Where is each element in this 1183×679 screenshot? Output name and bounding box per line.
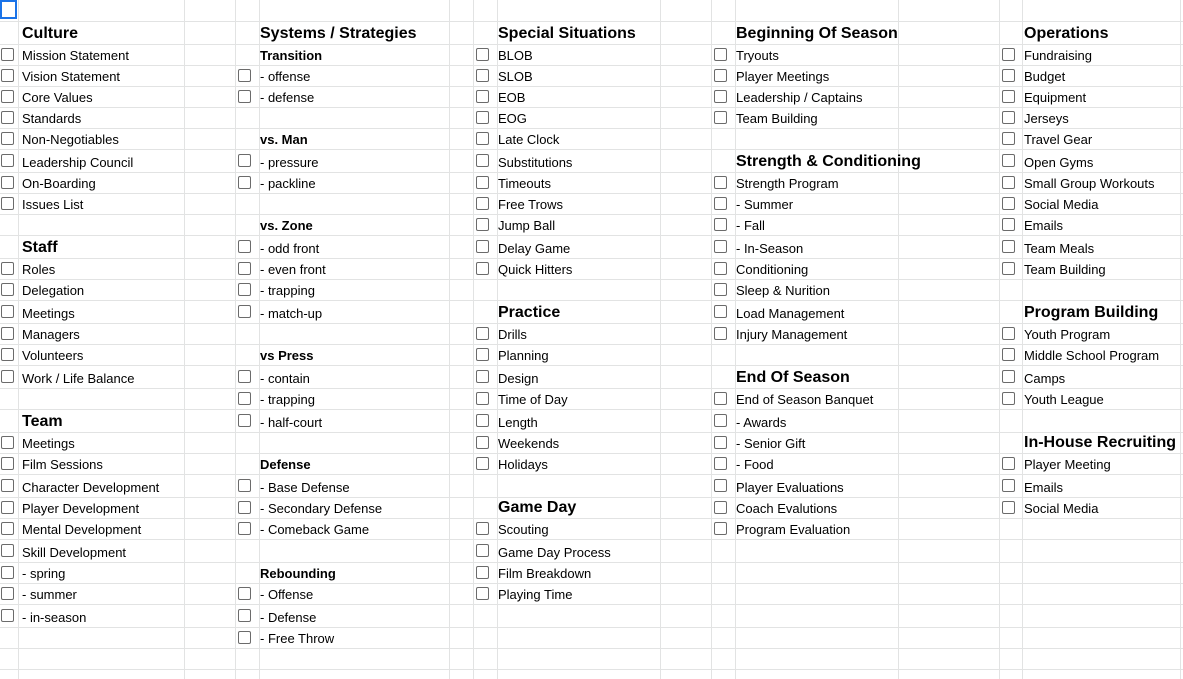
grid-row-line xyxy=(0,65,1183,66)
grid-row-line xyxy=(0,214,1183,215)
checklist-item-label: Meetings xyxy=(22,436,75,451)
grid-row-line xyxy=(0,300,1183,301)
checklist-item-label: Player Development xyxy=(22,501,140,516)
checklist-item-label: Issues List xyxy=(22,197,84,212)
checkbox[interactable] xyxy=(238,631,251,644)
subsection-label: Defense xyxy=(260,457,311,472)
checklist-item-label: - Defense xyxy=(260,610,317,625)
grid-row-line xyxy=(0,388,1183,389)
checkbox[interactable] xyxy=(476,392,489,405)
checklist-item-label: Middle School Program xyxy=(1024,348,1160,363)
checklist-item-label: - even front xyxy=(260,262,326,277)
checklist-item-label: Tryouts xyxy=(736,48,779,63)
checklist-item-label: Film Breakdown xyxy=(498,566,592,581)
grid-column-line xyxy=(449,0,450,679)
subsection-label: vs Press xyxy=(260,348,314,363)
grid-row-line xyxy=(0,44,1183,45)
grid-column-line xyxy=(184,0,185,679)
grid-row-line xyxy=(0,409,1183,410)
checkbox[interactable] xyxy=(1,501,14,514)
checkbox[interactable] xyxy=(238,176,251,189)
checklist-item-label: - trapping xyxy=(260,392,315,407)
grid-row-line xyxy=(0,21,1183,22)
section-header: Culture xyxy=(22,25,78,42)
grid-column-line xyxy=(473,0,474,679)
checklist-item-label: Load Management xyxy=(736,306,845,321)
checkbox[interactable] xyxy=(238,370,251,383)
checkbox[interactable] xyxy=(1,48,14,61)
checkbox[interactable] xyxy=(714,457,727,470)
checklist-item-label: Equipment xyxy=(1024,90,1087,105)
checkbox[interactable] xyxy=(1002,392,1015,405)
checkbox[interactable] xyxy=(714,436,727,449)
checklist-item-label: - contain xyxy=(260,371,310,386)
checkbox[interactable] xyxy=(1,587,14,600)
checkbox[interactable] xyxy=(476,48,489,61)
checklist-item-label: Mental Development xyxy=(22,522,142,537)
checklist-item-label: - Summer xyxy=(736,197,794,212)
checklist-item-label: Delegation xyxy=(22,283,85,298)
grid-row-line xyxy=(0,497,1183,498)
section-header: Game Day xyxy=(498,499,577,516)
checklist-item-label: Mission Statement xyxy=(22,48,129,63)
checklist-item-label: Leadership Council xyxy=(22,155,134,170)
checkbox[interactable] xyxy=(238,414,251,427)
checkbox[interactable] xyxy=(714,479,727,492)
checklist-item-label: Vision Statement xyxy=(22,69,121,84)
checklist-item-label: Team Building xyxy=(1024,262,1106,277)
section-header: Special Situations xyxy=(498,25,636,42)
checklist-item-label: BLOB xyxy=(498,48,533,63)
section-header: Operations xyxy=(1024,25,1109,42)
checklist-item-label: SLOB xyxy=(498,69,533,84)
checklist-item-label: Small Group Workouts xyxy=(1024,176,1155,191)
checkbox[interactable] xyxy=(1002,111,1015,124)
checkbox[interactable] xyxy=(714,218,727,231)
grid-row-line xyxy=(0,172,1183,173)
checkbox[interactable] xyxy=(476,348,489,361)
checklist-item-label: Team Meals xyxy=(1024,241,1095,256)
checklist-item-label: Team Building xyxy=(736,111,818,126)
section-header: In-House Recruiting xyxy=(1024,434,1177,451)
checklist-item-label: Scouting xyxy=(498,522,549,537)
subsection-label: vs. Man xyxy=(260,132,308,147)
checkbox[interactable] xyxy=(714,392,727,405)
checkbox[interactable] xyxy=(1002,348,1015,361)
grid-row-line xyxy=(0,669,1183,670)
checkbox[interactable] xyxy=(1002,218,1015,231)
checkbox[interactable] xyxy=(476,90,489,103)
grid-row-line xyxy=(0,474,1183,475)
checkbox[interactable] xyxy=(476,566,489,579)
section-header: Systems / Strategies xyxy=(260,25,417,42)
checklist-item-label: Travel Gear xyxy=(1024,132,1093,147)
checklist-item-label: - pressure xyxy=(260,155,319,170)
checklist-item-label: Strength Program xyxy=(736,176,839,191)
checkbox[interactable] xyxy=(238,240,251,253)
grid-column-line xyxy=(660,0,661,679)
checkbox[interactable] xyxy=(1,69,14,82)
checkbox[interactable] xyxy=(476,262,489,275)
checklist-item-label: Sleep & Nurition xyxy=(736,283,830,298)
checklist-item-label: Leadership / Captains xyxy=(736,90,863,105)
grid-row-line xyxy=(0,539,1183,540)
checklist-item-label: Film Sessions xyxy=(22,457,103,472)
checklist-item-label: Jump Ball xyxy=(498,218,556,233)
checkbox[interactable] xyxy=(476,436,489,449)
checklist-item-label: Time of Day xyxy=(498,392,568,407)
checkbox[interactable] xyxy=(476,154,489,167)
checkbox[interactable] xyxy=(1002,197,1015,210)
checkbox[interactable] xyxy=(1002,501,1015,514)
subsection-label: Rebounding xyxy=(260,566,336,581)
checklist-item-label: - offense xyxy=(260,69,311,84)
checklist-item-label: - in-season xyxy=(22,610,87,625)
checklist-item-label: - trapping xyxy=(260,283,315,298)
checkbox[interactable] xyxy=(476,176,489,189)
checkbox[interactable] xyxy=(238,262,251,275)
grid-row-line xyxy=(0,279,1183,280)
checkbox[interactable] xyxy=(1,436,14,449)
checklist-item-label: - match-up xyxy=(260,306,323,321)
grid-row-line xyxy=(0,193,1183,194)
checklist-item-label: Player Evaluations xyxy=(736,480,844,495)
checklist-item-label: - Fall xyxy=(736,218,765,233)
grid-row-line xyxy=(0,323,1183,324)
checkbox[interactable] xyxy=(1002,327,1015,340)
checkbox[interactable] xyxy=(714,327,727,340)
checkbox[interactable] xyxy=(1002,240,1015,253)
grid-row-line xyxy=(0,365,1183,366)
checkbox[interactable] xyxy=(238,154,251,167)
checklist-item-label: - Comeback Game xyxy=(260,522,370,537)
checklist-item-label: Youth Program xyxy=(1024,327,1111,342)
checkbox[interactable] xyxy=(476,218,489,231)
subsection-label: Transition xyxy=(260,48,323,63)
checkbox[interactable] xyxy=(1002,90,1015,103)
checklist-item-label: - In-Season xyxy=(736,241,804,256)
grid-row-line xyxy=(0,149,1183,150)
grid-row-line xyxy=(0,86,1183,87)
checklist-item-label: Weekends xyxy=(498,436,560,451)
checklist-item-label: - defense xyxy=(260,90,315,105)
checkbox[interactable] xyxy=(238,609,251,622)
checkbox[interactable] xyxy=(476,587,489,600)
checkbox[interactable] xyxy=(476,197,489,210)
checklist-item-label: Length xyxy=(498,415,538,430)
section-header: Beginning Of Season xyxy=(736,25,898,42)
checkbox[interactable] xyxy=(1,457,14,470)
checklist-item-label: Design xyxy=(498,371,539,386)
checkbox[interactable] xyxy=(1002,176,1015,189)
checkbox[interactable] xyxy=(476,522,489,535)
checkbox[interactable] xyxy=(714,90,727,103)
checklist-item-label: - Offense xyxy=(260,587,314,602)
checkbox[interactable] xyxy=(1002,48,1015,61)
checklist-item-label: Standards xyxy=(22,111,82,126)
section-header: Team xyxy=(22,413,63,430)
checklist-item-label: Program Evaluation xyxy=(736,522,851,537)
checkbox[interactable] xyxy=(476,132,489,145)
checkbox[interactable] xyxy=(1,566,14,579)
checkbox[interactable] xyxy=(1002,479,1015,492)
checklist-item-label: Emails xyxy=(1024,480,1064,495)
checkbox[interactable] xyxy=(238,305,251,318)
checklist-item-label: Coach Evalutions xyxy=(736,501,838,516)
checkbox[interactable] xyxy=(476,111,489,124)
checklist-item-label: EOG xyxy=(498,111,527,126)
checklist-item-label: Planning xyxy=(498,348,549,363)
checkbox[interactable] xyxy=(476,544,489,557)
section-header: Practice xyxy=(498,304,561,321)
checklist-item-label: Delay Game xyxy=(498,241,571,256)
checklist-item-label: Managers xyxy=(22,327,80,342)
checkbox[interactable] xyxy=(238,69,251,82)
checklist-item-label: - Secondary Defense xyxy=(260,501,383,516)
grid-row-line xyxy=(0,258,1183,259)
checkbox[interactable] xyxy=(1002,370,1015,383)
checkbox[interactable] xyxy=(238,392,251,405)
grid-row-line xyxy=(0,583,1183,584)
checkbox[interactable] xyxy=(1,90,14,103)
checkbox[interactable] xyxy=(714,48,727,61)
checkbox[interactable] xyxy=(1,327,14,340)
checkbox[interactable] xyxy=(1,262,14,275)
grid-row-line xyxy=(0,627,1183,628)
checkbox[interactable] xyxy=(714,501,727,514)
checkbox[interactable] xyxy=(476,69,489,82)
checklist-item-label: Free Trows xyxy=(498,197,564,212)
grid-column-line xyxy=(1180,0,1181,679)
checkbox[interactable] xyxy=(1,176,14,189)
checkbox[interactable] xyxy=(1,370,14,383)
checklist-item-label: Jerseys xyxy=(1024,111,1069,126)
checkbox[interactable] xyxy=(1,283,14,296)
checkbox[interactable] xyxy=(714,176,727,189)
checkbox[interactable] xyxy=(714,240,727,253)
checkbox[interactable] xyxy=(476,327,489,340)
grid-row-line xyxy=(0,453,1183,454)
grid-column-line xyxy=(235,0,236,679)
checklist-item-label: Player Meetings xyxy=(736,69,830,84)
checkbox[interactable] xyxy=(1,154,14,167)
checklist-item-label: - Senior Gift xyxy=(736,436,806,451)
checklist-item-label: - odd front xyxy=(260,241,320,256)
checklist-item-label: Youth League xyxy=(1024,392,1104,407)
checkbox[interactable] xyxy=(1,544,14,557)
checklist-item-label: Core Values xyxy=(22,90,93,105)
checklist-item-label: Roles xyxy=(22,262,56,277)
checkbox[interactable] xyxy=(714,522,727,535)
grid-column-line xyxy=(711,0,712,679)
checklist-item-label: Substitutions xyxy=(498,155,573,170)
checkbox[interactable] xyxy=(714,283,727,296)
checklist-item-label: Game Day Process xyxy=(498,545,611,560)
checklist-item-label: Character Development xyxy=(22,480,160,495)
checklist-item-label: End of Season Banquet xyxy=(736,392,874,407)
checkbox[interactable] xyxy=(714,69,727,82)
checklist-item-label: - summer xyxy=(22,587,77,602)
checklist-item-label: - Food xyxy=(736,457,774,472)
grid-row-line xyxy=(0,604,1183,605)
checklist-item-label: Meetings xyxy=(22,306,75,321)
checklist-item-label: Injury Management xyxy=(736,327,848,342)
checkbox[interactable] xyxy=(714,414,727,427)
grid-column-line xyxy=(1022,0,1023,679)
checklist-item-label: - Awards xyxy=(736,415,787,430)
checklist-item-label: Timeouts xyxy=(498,176,551,191)
checkbox[interactable] xyxy=(714,111,727,124)
checklist-item-label: Skill Development xyxy=(22,545,127,560)
checkbox[interactable] xyxy=(1,132,14,145)
checklist-item-label: Player Meeting xyxy=(1024,457,1111,472)
checkbox[interactable] xyxy=(714,197,727,210)
checklist-item-label: Playing Time xyxy=(498,587,573,602)
checkbox[interactable] xyxy=(476,414,489,427)
checklist-item-label: Quick Hitters xyxy=(498,262,573,277)
checklist-item-label: Open Gyms xyxy=(1024,155,1094,170)
checklist-item-label: Conditioning xyxy=(736,262,809,277)
checklist-item-label: - half-court xyxy=(260,415,323,430)
grid-row-line xyxy=(0,432,1183,433)
checklist-item-label: Work / Life Balance xyxy=(22,371,135,386)
checklist-item-label: Late Clock xyxy=(498,132,560,147)
selected-cell[interactable] xyxy=(0,0,17,19)
checkbox[interactable] xyxy=(238,501,251,514)
checklist-item-label: - Free Throw xyxy=(260,631,335,646)
checklist-item-label: Drills xyxy=(498,327,527,342)
checklist-item-label: Social Media xyxy=(1024,197,1099,212)
checkbox[interactable] xyxy=(1,522,14,535)
section-header: Strength & Conditioning xyxy=(736,153,921,170)
section-header: End Of Season xyxy=(736,369,850,386)
checkbox[interactable] xyxy=(476,240,489,253)
checkbox[interactable] xyxy=(1,305,14,318)
grid-row-line xyxy=(0,128,1183,129)
checkbox[interactable] xyxy=(1002,132,1015,145)
checklist-item-label: - spring xyxy=(22,566,66,581)
grid-row-line xyxy=(0,518,1183,519)
grid-column-line xyxy=(999,0,1000,679)
checkbox[interactable] xyxy=(1,111,14,124)
checkbox[interactable] xyxy=(1002,457,1015,470)
checkbox[interactable] xyxy=(238,587,251,600)
grid-row-line xyxy=(0,235,1183,236)
checkbox[interactable] xyxy=(1,197,14,210)
checklist-item-label: Emails xyxy=(1024,218,1064,233)
checklist-item-label: - packline xyxy=(260,176,316,191)
grid-row-line xyxy=(0,648,1183,649)
checkbox[interactable] xyxy=(1002,154,1015,167)
checkbox[interactable] xyxy=(238,522,251,535)
checkbox[interactable] xyxy=(476,370,489,383)
checkbox[interactable] xyxy=(714,305,727,318)
section-header: Program Building xyxy=(1024,304,1159,321)
checklist-item-label: Fundraising xyxy=(1024,48,1092,63)
checklist-item-label: EOB xyxy=(498,90,526,105)
checklist-item-label: On-Boarding xyxy=(22,176,96,191)
checkbox[interactable] xyxy=(476,457,489,470)
checkbox[interactable] xyxy=(1,348,14,361)
checkbox[interactable] xyxy=(238,90,251,103)
checkbox[interactable] xyxy=(1,479,14,492)
checklist-item-label: Social Media xyxy=(1024,501,1099,516)
subsection-label: vs. Zone xyxy=(260,218,313,233)
checkbox[interactable] xyxy=(1002,69,1015,82)
checkbox[interactable] xyxy=(238,283,251,296)
checkbox[interactable] xyxy=(714,262,727,275)
grid-column-line xyxy=(18,0,19,679)
checkbox[interactable] xyxy=(238,479,251,492)
checklist-item-label: - Base Defense xyxy=(260,480,350,495)
grid-row-line xyxy=(0,562,1183,563)
grid-column-line xyxy=(898,0,899,679)
checklist-item-label: Budget xyxy=(1024,69,1066,84)
checklist-item-label: Volunteers xyxy=(22,348,84,363)
checklist-item-label: Non-Negotiables xyxy=(22,132,119,147)
grid-row-line xyxy=(0,344,1183,345)
checklist-item-label: Camps xyxy=(1024,371,1066,386)
checkbox[interactable] xyxy=(1,609,14,622)
checklist-item-label: Holidays xyxy=(498,457,548,472)
checkbox[interactable] xyxy=(1002,262,1015,275)
section-header: Staff xyxy=(22,239,58,256)
grid-row-line xyxy=(0,107,1183,108)
